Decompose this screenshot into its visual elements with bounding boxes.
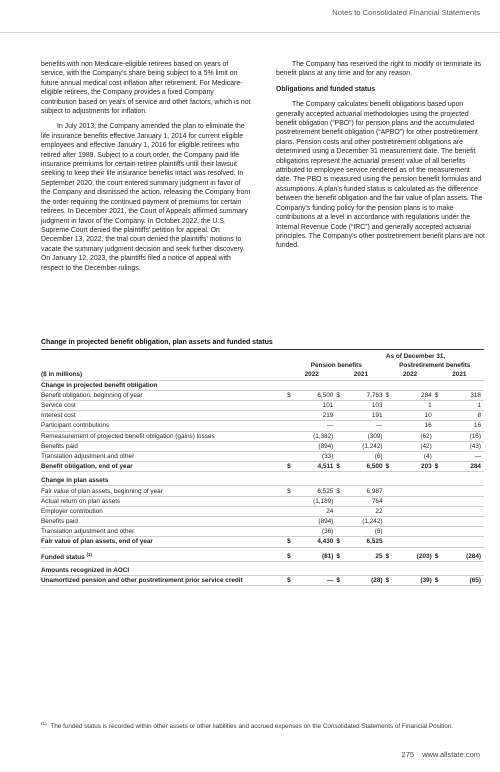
footnote-text: The funded status is recorded within other assets or other liabilities and accrued expenses on the Consolidated Statements of Financial Position. — [50, 723, 454, 731]
table-row — [41, 552, 484, 562]
row-label-text: Benefit obligation, end of year — [41, 463, 133, 471]
row-label — [41, 517, 287, 527]
value-cell — [344, 380, 385, 390]
paragraph: benefits with non Medicare-eligible retirees based on years of service, with the Company’s share being subject to a 5% limit on future annual medical cost inflation after retirement. For Medicare-eligible retirees, the Company provides a fixed Company contribution based on years of service and other factors, which is not subject to adjustments for inflation. — [41, 61, 251, 116]
row-label-text: Employer contribution — [41, 507, 103, 515]
currency-symbol — [336, 527, 344, 537]
row-label — [41, 537, 287, 547]
paragraph: The Company calculates benefit obligations based upon generally accepted actuarial methodologies using the projected benefit obligation (“PBO”) for pension plans and the accumulated postretirement benefit obligation (“APBO”) for other postretirement plans. Pension costs and other postretirement obligations are determined using a December 31 measurement date. The benefit obligations represent the actuarial present value of all benefits attributed to employee service rendered as of the measurement date. The PBO is measured using the pension benefit formulas and assumptions. A plan’s funded status is calculated as the difference between the benefit obligation and the fair value of plan assets. The Company’s funding policy for the pension plans is to make contributions at a level in accordance with regulations under the Internal Revenue Code (“IRC”) and generally accepted actuarial principles. The Company’s other postretirement benefit plans are not funded. — [276, 101, 485, 250]
value-cell — [443, 496, 484, 506]
value-cell: 1 — [443, 400, 484, 410]
currency-symbol: $ — [435, 462, 443, 472]
row-label — [41, 476, 287, 486]
currency-symbol — [386, 566, 394, 576]
value-cell: (894) — [295, 441, 336, 451]
table-row — [41, 441, 484, 451]
year-header: 2021 — [336, 370, 385, 380]
value-cell: (203) — [394, 552, 435, 562]
value-cell: (1,382) — [295, 431, 336, 441]
row-label-text: Actual return on plan assets — [41, 497, 121, 505]
currency-symbol — [287, 451, 295, 461]
subheading: Obligations and funded status — [276, 85, 376, 93]
value-cell: 1 — [394, 400, 435, 410]
value-cell — [443, 566, 484, 576]
row-label-text: Change in plan assets — [41, 477, 109, 485]
value-cell: 16 — [443, 421, 484, 431]
value-cell: 101 — [295, 400, 336, 410]
value-cell: 6,525 — [344, 537, 385, 547]
value-cell: — — [344, 421, 385, 431]
row-label — [41, 486, 287, 496]
value-cell: — — [295, 575, 336, 585]
value-cell — [443, 476, 484, 486]
section-header-row — [41, 566, 484, 576]
table-row — [41, 517, 484, 527]
currency-symbol — [386, 496, 394, 506]
currency-symbol: $ — [386, 462, 394, 472]
value-cell: 22 — [344, 506, 385, 516]
table-top-rule — [41, 349, 484, 350]
value-cell: 6,500 — [295, 390, 336, 400]
table-row — [41, 431, 484, 441]
currency-symbol: $ — [386, 575, 394, 585]
currency-symbol — [386, 441, 394, 451]
section-header-row — [41, 476, 484, 486]
value-cell — [394, 496, 435, 506]
value-cell — [295, 476, 336, 486]
value-cell — [344, 476, 385, 486]
value-cell: (4) — [394, 451, 435, 461]
row-label — [41, 400, 287, 410]
website-link[interactable]: www.allstate.com — [422, 750, 480, 759]
value-cell: — — [443, 451, 484, 461]
value-cell: 6,987 — [344, 486, 385, 496]
value-cell — [394, 566, 435, 576]
currency-symbol — [435, 411, 443, 421]
units-label: ($ in millions) — [41, 370, 287, 380]
value-cell — [295, 566, 336, 576]
value-cell: 318 — [443, 390, 484, 400]
table-row — [41, 575, 484, 585]
table-row — [41, 451, 484, 461]
value-cell — [394, 486, 435, 496]
section-header-row — [41, 380, 484, 390]
row-label-text: Change in projected benefit obligation — [41, 381, 158, 389]
currency-symbol: $ — [336, 390, 344, 400]
currency-symbol — [287, 421, 295, 431]
currency-symbol — [336, 517, 344, 527]
row-label — [41, 431, 287, 441]
table-row — [41, 411, 484, 421]
row-label — [41, 451, 287, 461]
currency-symbol: $ — [287, 462, 295, 472]
row-label-text: Fair value of plan assets, end of year — [41, 538, 153, 546]
value-cell: (62) — [394, 431, 435, 441]
footnote-reference: (1) — [86, 551, 92, 557]
currency-symbol — [336, 506, 344, 516]
table-row — [41, 506, 484, 516]
value-cell — [443, 506, 484, 516]
currency-symbol — [435, 537, 443, 547]
value-cell: 4,430 — [295, 537, 336, 547]
value-cell: (65) — [443, 575, 484, 585]
currency-symbol — [336, 380, 344, 390]
row-label-text: Unamortized pension and other postretirement prior service credit — [41, 577, 243, 585]
currency-symbol — [287, 566, 295, 576]
table-title: Change in projected benefit obligation, plan assets and funded status — [41, 339, 273, 346]
currency-symbol — [336, 400, 344, 410]
value-cell: (36) — [295, 527, 336, 537]
pension-benefits-header: Pension benefits — [310, 361, 362, 369]
currency-symbol: $ — [287, 390, 295, 400]
value-cell: 219 — [295, 411, 336, 421]
value-cell: 8 — [443, 411, 484, 421]
right-text-column — [276, 60, 485, 257]
row-label — [41, 527, 287, 537]
currency-symbol — [287, 400, 295, 410]
currency-symbol — [287, 496, 295, 506]
currency-symbol: $ — [336, 552, 344, 562]
table-row — [41, 400, 484, 410]
value-cell: 203 — [394, 462, 435, 472]
row-label-text: Amounts recognized in AOCI — [41, 566, 130, 574]
value-cell — [394, 517, 435, 527]
currency-symbol — [386, 380, 394, 390]
currency-symbol — [435, 431, 443, 441]
currency-symbol — [336, 431, 344, 441]
value-cell — [443, 537, 484, 547]
section-title: Notes to Consolidated Financial Statements — [332, 8, 480, 17]
currency-symbol — [386, 411, 394, 421]
table-row — [41, 421, 484, 431]
paragraph: The Company has reserved the right to modify or terminate its benefit plans at any time and for any reason. — [276, 61, 482, 78]
table-row — [41, 496, 484, 506]
currency-symbol: $ — [336, 575, 344, 585]
currency-symbol: $ — [287, 486, 295, 496]
currency-symbol: $ — [435, 575, 443, 585]
currency-symbol — [386, 400, 394, 410]
currency-symbol — [287, 411, 295, 421]
currency-symbol — [435, 441, 443, 451]
header-divider — [0, 32, 500, 33]
row-label-text: Benefits paid — [41, 442, 78, 450]
row-label-text: Funded status — [41, 553, 85, 561]
row-label-text: Participant contributions — [41, 422, 110, 430]
paragraph: In July 2013, the Company amended the plan to eliminate the life insurance benefits effective January 1, 2014 for current eligible employees and effective January 1, 2016 for eligible retirees who retired after 1989. Subject to a court order, the Company paid life insurance premiums for certain retiree plaintiffs until their lawsuit seeking to keep their life insurance benefits intact was resolved. In September 2020, the court entered summary judgment in favor of the Company and dismissed the action, releasing the Company from the order requiring the continued payment of premiums for certain retirees. In December 2021, the Court of Appeals affirmed summary judgment in favor of the Company. In October 2022, the U.S. Supreme Court denied the plaintiffs’ petition for appeal. On December 13, 2022, the trial court denied the plaintiffs’ motions to vacate the summary judgment decision and seek further discovery. On January 12, 2023, the plaintiffs filed a notice of appeal with respect to the December rulings. — [41, 123, 251, 272]
value-cell: (284) — [443, 552, 484, 562]
row-label — [41, 566, 287, 576]
currency-symbol: $ — [336, 462, 344, 472]
currency-symbol — [386, 537, 394, 547]
currency-symbol — [435, 380, 443, 390]
value-cell: (894) — [295, 517, 336, 527]
currency-symbol — [287, 431, 295, 441]
value-cell — [394, 506, 435, 516]
value-cell — [394, 476, 435, 486]
currency-symbol — [287, 380, 295, 390]
value-cell: (309) — [344, 431, 385, 441]
currency-symbol — [435, 486, 443, 496]
table-row — [41, 462, 484, 472]
currency-symbol: $ — [435, 552, 443, 562]
currency-symbol — [386, 431, 394, 441]
currency-symbol: $ — [336, 486, 344, 496]
row-label — [41, 390, 287, 400]
left-text-column — [41, 60, 251, 279]
footnote — [41, 720, 481, 732]
currency-symbol — [336, 441, 344, 451]
currency-symbol — [336, 451, 344, 461]
currency-symbol — [435, 506, 443, 516]
value-cell: (6) — [344, 527, 385, 537]
table-row — [41, 527, 484, 537]
currency-symbol — [336, 411, 344, 421]
row-label — [41, 421, 287, 431]
benefits-table — [41, 352, 484, 586]
currency-symbol: $ — [435, 390, 443, 400]
year-header: 2022 — [287, 370, 336, 380]
currency-symbol: $ — [386, 552, 394, 562]
value-cell: (33) — [295, 451, 336, 461]
table-header-row — [41, 370, 484, 380]
currency-symbol — [386, 451, 394, 461]
value-cell — [394, 527, 435, 537]
currency-symbol — [287, 476, 295, 486]
row-label-text: Benefits paid — [41, 518, 78, 526]
value-cell: 103 — [344, 400, 385, 410]
currency-symbol: $ — [287, 552, 295, 562]
row-label — [41, 462, 287, 472]
currency-symbol — [386, 506, 394, 516]
value-cell — [443, 380, 484, 390]
currency-symbol — [435, 527, 443, 537]
value-cell: 7,763 — [344, 390, 385, 400]
page-number: 275 — [401, 750, 415, 759]
currency-symbol — [386, 421, 394, 431]
year-header: 2021 — [435, 370, 484, 380]
value-cell: 284 — [394, 390, 435, 400]
currency-symbol — [287, 441, 295, 451]
row-label — [41, 496, 287, 506]
value-cell: (16) — [443, 431, 484, 441]
currency-symbol — [287, 517, 295, 527]
value-cell — [295, 380, 336, 390]
row-label — [41, 552, 287, 562]
value-cell: (43) — [443, 441, 484, 451]
currency-symbol — [336, 496, 344, 506]
table-row — [41, 537, 484, 547]
table-row — [41, 390, 484, 400]
value-cell: 6,525 — [295, 486, 336, 496]
currency-symbol: $ — [336, 537, 344, 547]
value-cell — [394, 537, 435, 547]
row-label-text: Interest cost — [41, 412, 76, 420]
currency-symbol — [435, 451, 443, 461]
value-cell: (1,242) — [344, 441, 385, 451]
currency-symbol — [386, 486, 394, 496]
currency-symbol — [336, 421, 344, 431]
currency-symbol — [287, 527, 295, 537]
currency-symbol — [336, 566, 344, 576]
row-label — [41, 506, 287, 516]
currency-symbol: $ — [386, 390, 394, 400]
value-cell: (6) — [344, 451, 385, 461]
value-cell: (81) — [295, 552, 336, 562]
row-label-text: Remeasurement of projected benefit obligation (gains) losses — [41, 432, 215, 440]
value-cell: 25 — [344, 552, 385, 562]
currency-symbol: $ — [287, 575, 295, 585]
row-label-text: Service cost — [41, 402, 76, 410]
currency-symbol — [435, 496, 443, 506]
footnote-marker: (1) — [41, 721, 47, 726]
value-cell: (39) — [394, 575, 435, 585]
currency-symbol — [435, 421, 443, 431]
value-cell: 24 — [295, 506, 336, 516]
value-cell: 10 — [394, 411, 435, 421]
value-cell: 6,500 — [344, 462, 385, 472]
currency-symbol — [435, 400, 443, 410]
postretirement-benefits-header: Postretirement benefits — [399, 361, 471, 369]
value-cell: (42) — [394, 441, 435, 451]
as-of-header: As of December 31, — [385, 353, 446, 361]
value-cell: 4,511 — [295, 462, 336, 472]
row-label-text: Translation adjustment and other — [41, 452, 135, 460]
row-label — [41, 411, 287, 421]
row-label-text: Translation adjustment and other — [41, 528, 135, 536]
currency-symbol: $ — [287, 537, 295, 547]
value-cell — [344, 566, 385, 576]
value-cell — [443, 517, 484, 527]
value-cell: — — [295, 421, 336, 431]
value-cell: 764 — [344, 496, 385, 506]
currency-symbol — [435, 517, 443, 527]
value-cell — [443, 527, 484, 537]
table-header-row — [41, 352, 484, 361]
row-label-text: Benefit obligation, beginning of year — [41, 391, 143, 399]
value-cell: (1,242) — [344, 517, 385, 527]
value-cell: 16 — [394, 421, 435, 431]
row-label — [41, 441, 287, 451]
row-label — [41, 380, 287, 390]
currency-symbol — [435, 566, 443, 576]
currency-symbol — [386, 527, 394, 537]
row-label — [41, 575, 287, 585]
page-footer — [394, 750, 480, 759]
currency-symbol — [386, 517, 394, 527]
value-cell: (1,189) — [295, 496, 336, 506]
currency-symbol — [435, 476, 443, 486]
year-header: 2022 — [386, 370, 435, 380]
table-row — [41, 486, 484, 496]
value-cell: (28) — [344, 575, 385, 585]
currency-symbol — [386, 476, 394, 486]
table-header-row — [41, 361, 484, 370]
value-cell — [443, 486, 484, 496]
value-cell: 284 — [443, 462, 484, 472]
value-cell — [394, 380, 435, 390]
value-cell: 191 — [344, 411, 385, 421]
row-label-text: Fair value of plan assets, beginning of year — [41, 487, 163, 495]
currency-symbol — [287, 506, 295, 516]
currency-symbol — [336, 476, 344, 486]
